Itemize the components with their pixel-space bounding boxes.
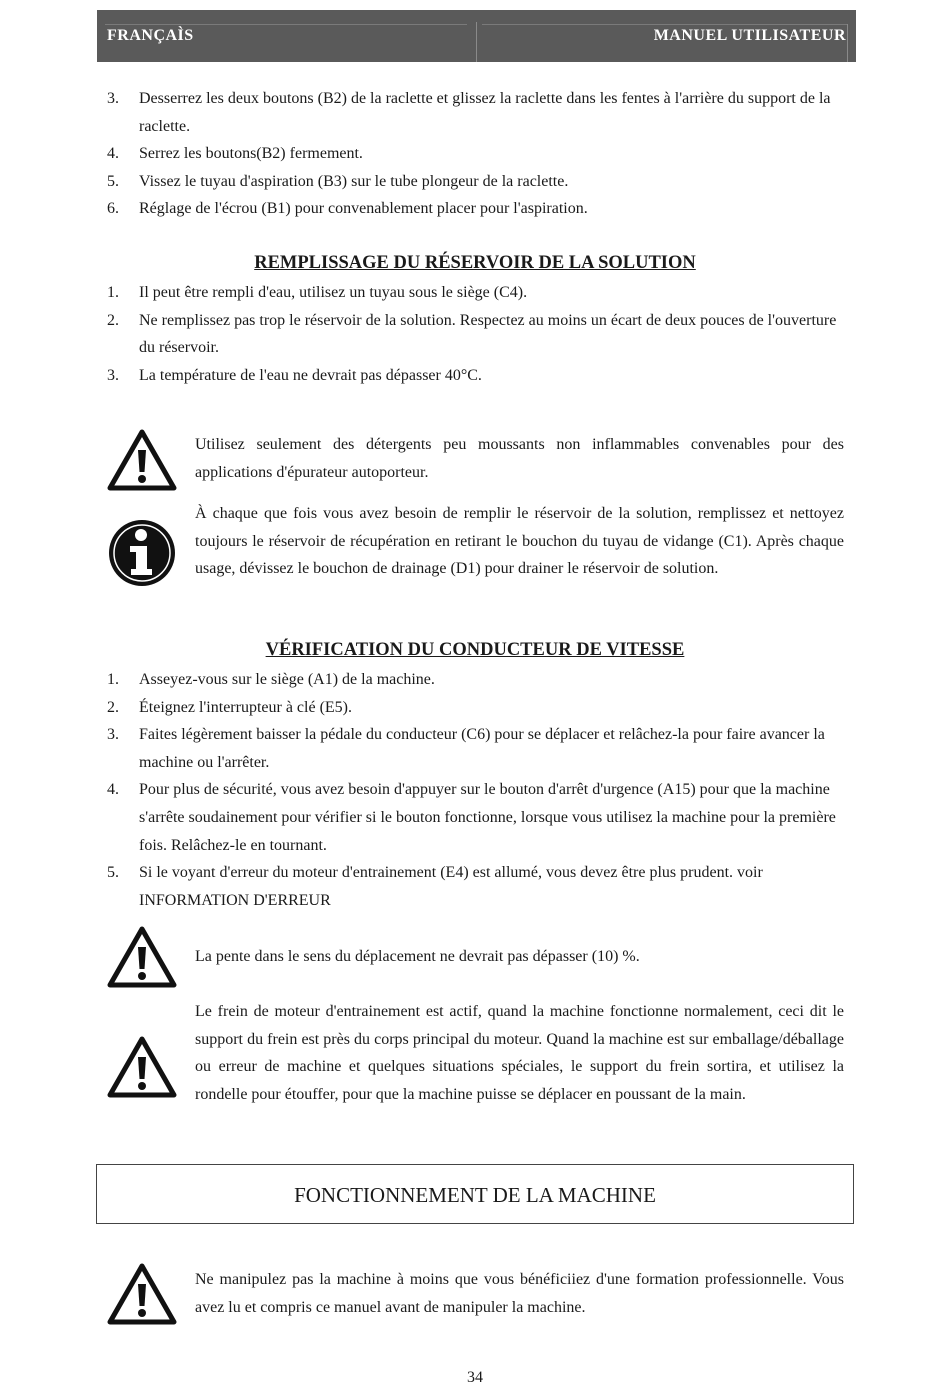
solution-tank-list bbox=[107, 279, 847, 389]
speed-check-list bbox=[107, 666, 847, 914]
info-note-recovery-tank: À chaque que fois vous avez besoin de remplir le réservoir de la solution, remplissez et nettoyez toujours le réservoir de récupération en retirant le bouchon du tuyau de vidange (C1). Après chaque usage, dévissez le bouchon de drainage (D1) pour drainer le réservoir de solution. bbox=[195, 505, 844, 578]
header-rule bbox=[482, 24, 848, 25]
page-number: 34 bbox=[467, 1369, 483, 1386]
warning-triangle-icon bbox=[107, 1035, 177, 1099]
list-item: 3. Faites légèrement baisser la pédale du conducteur (C6) pour se déplacer et relâchez-la pour faire avancer la machine ou l'arrêter. bbox=[107, 726, 825, 771]
list-item: 4. Serrez les boutons(B2) fermement. bbox=[107, 145, 363, 163]
list-item: 2. Éteignez l'interrupteur à clé (E5). bbox=[107, 698, 352, 716]
warning-triangle-icon bbox=[107, 428, 177, 492]
list-item: 4. Pour plus de sécurité, vous avez besoin d'appuyer sur le bouton d'arrêt d'urgence (A15) pour que la machine s'arrête soudainement pour vérifier si le bouton fonctionne, lorsque vous utilisez la machine pour la première fois. Relâchez-le en tournant. bbox=[107, 781, 836, 854]
warning-note-slope: La pente dans le sens du déplacement ne devrait pas dépasser (10) %. bbox=[195, 948, 640, 965]
header-language: FRANÇAÌS bbox=[107, 27, 194, 44]
list-item: 5. Vissez le tuyau d'aspiration (B3) sur le tube plongeur de la raclette. bbox=[107, 172, 569, 190]
header-divider bbox=[476, 22, 477, 62]
section-heading-solution-tank: REMPLISSAGE DU RÉSERVOIR DE LA SOLUTION bbox=[254, 253, 696, 273]
warning-triangle-icon bbox=[107, 1262, 177, 1326]
info-circle-icon bbox=[107, 518, 177, 588]
warning-triangle-icon bbox=[107, 925, 177, 989]
header-manual-title: MANUEL UTILISATEUR bbox=[653, 27, 846, 44]
list-item: 1. Asseyez-vous sur le siège (A1) de la machine. bbox=[107, 671, 435, 688]
warning-note-brake: Le frein de moteur d'entrainement est actif, quand la machine fonctionne normalement, ceci dit le support du frein est près du corps principal du moteur. Quand la machine est sur emballage/déballage ou erreur de machine et quelques situations spéciales, le support du frein sortira, et utilisez la rondelle pour étouffer, pour que la machine puisse se déplacer en poussant de la main. bbox=[195, 1003, 844, 1103]
squeegee-steps-list bbox=[107, 85, 847, 223]
list-item: 1. Il peut être rempli d'eau, utilisez un tuyau sous le siège (C4). bbox=[107, 284, 528, 301]
section-box-machine-operation: FONCTIONNEMENT DE LA MACHINE bbox=[96, 1164, 854, 1224]
list-item: 2. Ne remplissez pas trop le réservoir de la solution. Respectez au moins un écart de deux pouces de l'ouverture du réservoir. bbox=[107, 311, 837, 357]
section-heading-speed-check: VÉRIFICATION DU CONDUCTEUR DE VITESSE bbox=[265, 640, 685, 660]
list-item: 3. La température de l'eau ne devrait pas dépasser 40°C. bbox=[107, 366, 482, 384]
list-item: 3. Desserrez les deux boutons (B2) de la raclette et glissez la raclette dans les fentes à l'arrière du support de la raclette. bbox=[107, 90, 831, 135]
page-header bbox=[97, 10, 856, 62]
warning-note-training: Ne manipulez pas la machine à moins que vous bénéficiiez d'une formation professionnelle. Vous avez lu et compris ce manuel avant de manipuler la machine. bbox=[195, 1271, 844, 1316]
warning-note-detergents: Utilisez seulement des détergents peu moussants non inflammables convenables pour des applications d'épurateur autoporteur. bbox=[195, 436, 844, 481]
header-rule bbox=[105, 24, 467, 25]
list-item: 6. Réglage de l'écrou (B1) pour convenablement placer pour l'aspiration. bbox=[107, 200, 588, 218]
list-item: 5. Si le voyant d'erreur du moteur d'entrainement (E4) est allumé, vous devez être plus prudent. voir INFORMATION D'ERREUR bbox=[107, 864, 763, 909]
header-divider bbox=[847, 24, 848, 62]
